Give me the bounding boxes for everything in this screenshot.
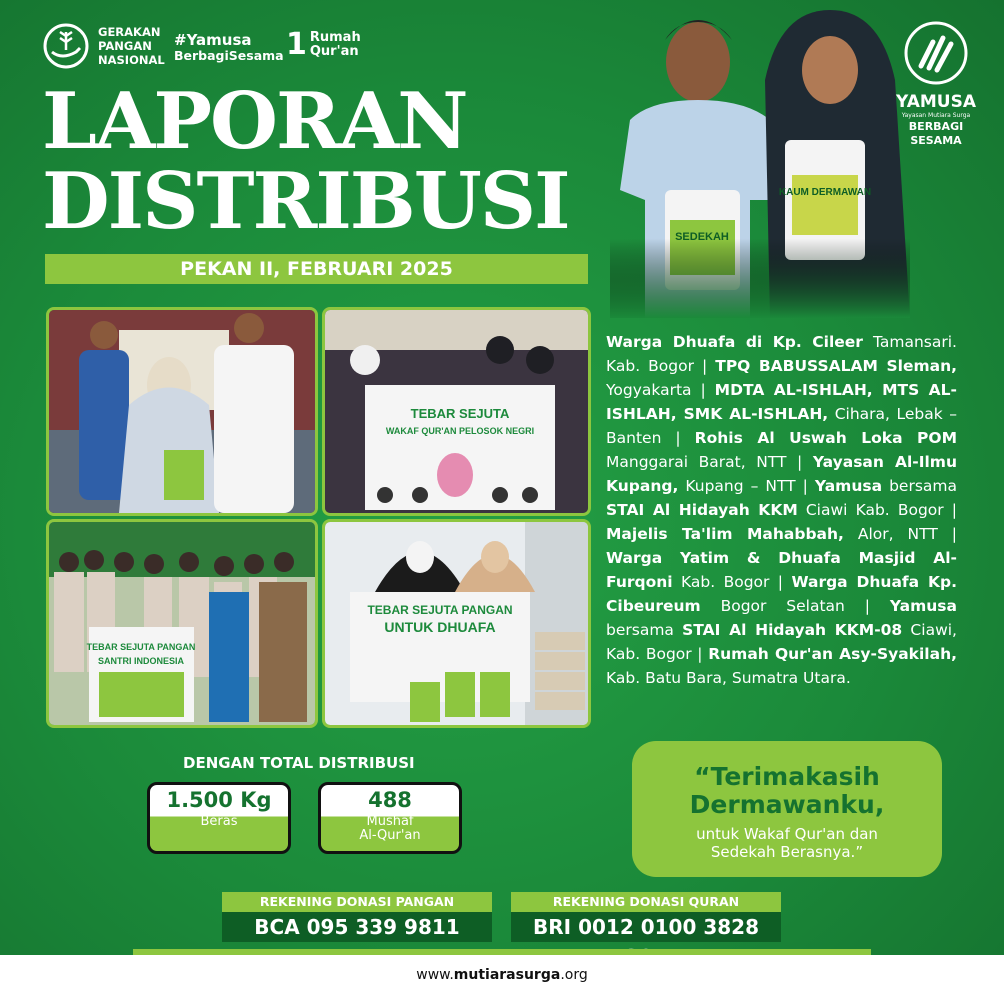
report-location-1: Yogyakarta | — [606, 381, 715, 399]
bank-pangan-title: REKENING DONASI PANGAN — [222, 892, 492, 912]
photo-4-banner-line1: TEBAR SEJUTA PANGAN — [367, 603, 513, 617]
quran-total-box — [318, 782, 462, 854]
photo-1-image — [49, 310, 315, 513]
quote-line4: Sedekah Berasnya.” — [710, 843, 864, 861]
bank-pangan — [222, 892, 492, 942]
photo-1 — [46, 307, 318, 516]
report-location-4: Kupang – NTT | — [678, 477, 815, 495]
photo-3-image — [49, 522, 315, 725]
quran-total-label-1: Mushaf — [366, 814, 414, 829]
yamusa-tagline: Yayasan Mutiara Surga — [901, 112, 971, 119]
report-location-12: Kab. Batu Bara, Sumatra Utara. — [606, 669, 851, 687]
yamusa-hand-icon — [903, 20, 969, 86]
rq-number: 1 — [286, 27, 307, 62]
week-banner: PEKAN II, FEBRUARI 2025 — [45, 254, 588, 284]
thank-you-quote — [632, 741, 942, 877]
page-title — [42, 76, 569, 247]
bank-pangan-number: BCA 095 339 9811 — [222, 912, 492, 942]
gpn-logo-group — [42, 20, 170, 72]
footer-prefix: www. — [416, 967, 454, 983]
photo-3 — [46, 519, 318, 728]
hashtag — [174, 32, 284, 64]
gpn-line2: PANGAN — [98, 39, 152, 53]
title-line1: LAPORAN — [42, 76, 467, 167]
report-place-10: Yamusa — [889, 597, 957, 615]
report-location-8: Kab. Bogor | — [672, 573, 792, 591]
report-place-6: STAI Al Hidayah KKM — [606, 501, 798, 519]
report-place-12: Rumah Qur'an Asy-Syakilah, — [708, 645, 957, 663]
report-place-9: Warga Dhuafa Kp. Cibeureum — [606, 573, 957, 615]
report-location-2: Cihara, Lebak – Banten | — [606, 405, 957, 447]
photo-2-image — [325, 310, 588, 513]
report-place-5: Yamusa — [814, 477, 883, 495]
footer-suffix: .org — [560, 967, 588, 983]
report-location-0: Tamansari. Kab. Bogor | — [606, 333, 957, 375]
report-text — [606, 330, 957, 690]
quote-line1: “Terimakasih — [694, 762, 880, 791]
quote-line2: Dermawanku, — [689, 790, 885, 819]
report-place-4: Yayasan Al-Ilmu Kupang, — [606, 453, 957, 495]
gpn-line1: GERAKAN — [98, 25, 161, 39]
report-place-2: MDTA AL-ISHLAH, MTS AL-ISHLAH, SMK AL-ISHLAH, — [606, 381, 957, 423]
total-distribution-label: DENGAN TOTAL DISTRIBUSI — [183, 754, 415, 772]
yamusa-name: YAMUSA — [896, 92, 976, 112]
rq-text — [310, 31, 361, 59]
quran-total-label-2: Al-Qur'an — [359, 828, 421, 843]
photo-4 — [322, 519, 591, 728]
rq-line1: Rumah — [309, 30, 361, 45]
rq-line2: Qur'an — [309, 44, 359, 59]
report-place-7: Majelis Ta'lim Mahabbah, — [606, 525, 844, 543]
report-location-10: bersama — [606, 621, 683, 639]
bank-quran — [511, 892, 781, 942]
photo-3-banner-line2: SANTRI INDONESIA — [97, 656, 185, 666]
rumah-quran-logo — [286, 27, 361, 62]
kids-photo — [610, 0, 910, 318]
report-place-1: TPQ BABUSSALAM Sleman, — [715, 357, 957, 375]
gpn-text — [98, 25, 170, 67]
bank-quran-title: REKENING DONASI QURAN — [511, 892, 781, 912]
report-place-0: Warga Dhuafa di Kp. Cileer — [606, 333, 863, 351]
bank-quran-number: BRI 0012 0100 3828 — [511, 912, 781, 942]
gpn-logo-icon — [42, 22, 90, 70]
rice-total-box — [147, 782, 291, 854]
report-location-11: Ciawi, Kab. Bogor | — [606, 621, 957, 663]
report-location-7: Alor, NTT | — [843, 525, 957, 543]
footer — [0, 955, 1004, 1004]
photo-2-banner-line2: WAKAF QUR'AN PELOSOK NEGRI — [385, 426, 535, 436]
photo-2-banner-line1: TEBAR SEJUTA — [410, 406, 510, 421]
report-location-9: Bogor Selatan | — [700, 597, 890, 615]
report-place-3: Rohis Al Uswah Loka POM — [694, 429, 957, 447]
hashtag-line2: BerbagiSesama — [174, 48, 284, 63]
rice-total-label: Beras — [200, 814, 238, 829]
photo-4-banner-line2: UNTUK DHUAFA — [384, 619, 496, 635]
report-place-8: Warga Yatim & Dhuafa Masjid Al-Furqoni — [606, 549, 957, 591]
report-location-6: Ciawi Kab. Bogor | — [797, 501, 957, 519]
footer-domain[interactable]: mutiarasurga — [453, 967, 561, 983]
hashtag-line1: #Yamusa — [174, 31, 252, 49]
photo-3-banner-line1: TEBAR SEJUTA PANGAN — [86, 642, 196, 652]
photo-4-image — [325, 522, 588, 725]
report-place-11: STAI Al Hidayah KKM-08 — [682, 621, 903, 639]
report-location-3: Manggarai Barat, NTT | — [606, 453, 813, 471]
yamusa-sesama: SESAMA — [910, 134, 962, 147]
gpn-line3: NASIONAL — [98, 53, 165, 67]
quote-line3: untuk Wakaf Qur'an dan — [696, 825, 878, 843]
yamusa-berbagi: BERBAGI — [908, 120, 964, 133]
title-line2: DISTRIBUSI — [42, 156, 569, 247]
photo-2 — [322, 307, 591, 516]
yamusa-logo — [896, 20, 976, 147]
report-location-5: bersama — [882, 477, 957, 495]
quran-total-value: 488 — [368, 788, 412, 812]
rice-total-value: 1.500 Kg — [166, 788, 272, 812]
